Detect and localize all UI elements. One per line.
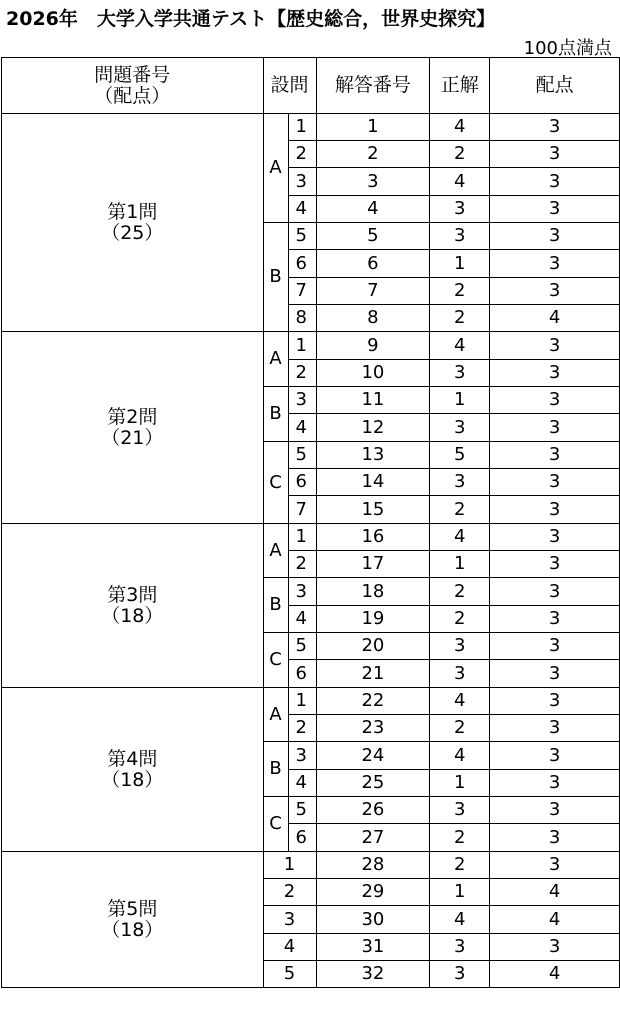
subquestion-number: 5: [288, 797, 316, 824]
subquestion-number: 2: [288, 141, 316, 168]
header-setsumon: 設問: [263, 58, 316, 114]
question-name: 第3問: [107, 583, 158, 606]
header-question: [2, 58, 264, 114]
subquestion-number: 3: [263, 906, 316, 934]
correct-answer: 4: [430, 906, 490, 934]
points-value: 3: [490, 797, 620, 824]
answer-number: 23: [316, 715, 430, 742]
group-label: B: [263, 742, 288, 797]
points-value: 3: [490, 633, 620, 660]
correct-answer: 1: [430, 387, 490, 414]
table-row: [2, 524, 620, 551]
group-label: A: [263, 114, 288, 223]
question-points: （18）: [101, 918, 164, 941]
correct-answer: 2: [430, 852, 490, 879]
points-value: 3: [490, 824, 620, 852]
correct-answer: 3: [430, 961, 490, 988]
group-label: A: [263, 688, 288, 742]
correct-answer: 2: [430, 305, 490, 332]
group-label: B: [263, 387, 288, 442]
correct-answer: 4: [430, 688, 490, 715]
correct-answer: 2: [430, 606, 490, 633]
question-points: （25）: [101, 221, 164, 244]
correct-answer: 5: [430, 442, 490, 469]
question-name: 第2問: [107, 405, 158, 428]
points-value: 3: [490, 442, 620, 469]
answer-number: 12: [316, 414, 430, 442]
header-question-label: 問題番号: [94, 63, 171, 86]
points-value: 3: [490, 387, 620, 414]
subquestion-number: 4: [288, 770, 316, 797]
question-name: 第4問: [107, 747, 158, 770]
points-value: 3: [490, 414, 620, 442]
question-points: （18）: [101, 768, 164, 791]
subquestion-number: 1: [288, 524, 316, 551]
subquestion-number: 1: [263, 852, 316, 879]
answer-number: 17: [316, 551, 430, 578]
correct-answer: 4: [430, 524, 490, 551]
points-value: 4: [490, 906, 620, 934]
points-value: 3: [490, 524, 620, 551]
question-points: （18）: [101, 604, 164, 627]
answer-number: 13: [316, 442, 430, 469]
correct-answer: 2: [430, 141, 490, 168]
points-value: 3: [490, 250, 620, 278]
answer-number: 28: [316, 852, 430, 879]
correct-answer: 3: [430, 196, 490, 223]
answer-number: 19: [316, 606, 430, 633]
header-row: [2, 58, 620, 114]
answer-number: 32: [316, 961, 430, 988]
question-points: （21）: [101, 426, 164, 449]
answer-number: 6: [316, 250, 430, 278]
correct-answer: 2: [430, 824, 490, 852]
answer-number: 25: [316, 770, 430, 797]
subquestion-number: 6: [288, 824, 316, 852]
subquestion-number: 3: [288, 168, 316, 196]
header-points: 配点: [490, 58, 620, 114]
points-value: 3: [490, 469, 620, 496]
answer-number: 9: [316, 332, 430, 360]
answer-number: 29: [316, 879, 430, 906]
group-label: C: [263, 633, 288, 688]
subquestion-number: 4: [288, 414, 316, 442]
points-value: 3: [490, 141, 620, 168]
answer-number: 10: [316, 360, 430, 387]
subquestion-number: 1: [288, 332, 316, 360]
subquestion-number: 4: [263, 934, 316, 961]
subquestion-number: 5: [263, 961, 316, 988]
question-cell: [2, 114, 264, 332]
correct-answer: 4: [430, 114, 490, 141]
group-label: C: [263, 797, 288, 852]
points-value: 3: [490, 332, 620, 360]
page-header: [0, 0, 620, 57]
answer-number: 27: [316, 824, 430, 852]
points-value: 3: [490, 852, 620, 879]
points-value: 4: [490, 879, 620, 906]
correct-answer: 4: [430, 332, 490, 360]
points-value: 3: [490, 114, 620, 141]
points-value: 4: [490, 305, 620, 332]
header-answer-number: 解答番号: [316, 58, 430, 114]
answer-number: 15: [316, 496, 430, 524]
question-name: 第5問: [107, 897, 158, 920]
subquestion-number: 7: [288, 496, 316, 524]
subquestion-number: 2: [288, 551, 316, 578]
points-value: 3: [490, 168, 620, 196]
answer-number: 30: [316, 906, 430, 934]
subquestion-number: 5: [288, 442, 316, 469]
points-value: 3: [490, 360, 620, 387]
answer-number: 14: [316, 469, 430, 496]
answer-number: 26: [316, 797, 430, 824]
subquestion-number: 1: [288, 688, 316, 715]
question-cell: [2, 688, 264, 852]
full-marks-label: 100点満点: [523, 38, 612, 59]
question-name: 第1問: [107, 200, 158, 223]
subquestion-number: 4: [288, 606, 316, 633]
correct-answer: 2: [430, 715, 490, 742]
group-label: A: [263, 524, 288, 578]
correct-answer: 3: [430, 797, 490, 824]
points-value: 4: [490, 961, 620, 988]
answer-number: 18: [316, 578, 430, 606]
points-value: 3: [490, 660, 620, 688]
table-row: [2, 114, 620, 141]
question-cell: [2, 852, 264, 988]
subquestion-number: 6: [288, 660, 316, 688]
answer-number: 20: [316, 633, 430, 660]
answer-table-body: [2, 114, 620, 988]
points-value: 3: [490, 578, 620, 606]
subquestion-number: 7: [288, 278, 316, 305]
correct-answer: 3: [430, 469, 490, 496]
answer-number: 31: [316, 934, 430, 961]
subquestion-number: 4: [288, 196, 316, 223]
answer-number: 21: [316, 660, 430, 688]
subquestion-number: 6: [288, 250, 316, 278]
subquestion-number: 5: [288, 223, 316, 250]
points-value: 3: [490, 496, 620, 524]
question-cell: [2, 524, 264, 688]
correct-answer: 1: [430, 551, 490, 578]
table-row: [2, 332, 620, 360]
question-cell: [2, 332, 264, 524]
answer-number: 8: [316, 305, 430, 332]
correct-answer: 1: [430, 879, 490, 906]
points-value: 3: [490, 715, 620, 742]
answer-table: [1, 57, 620, 988]
subquestion-number: 2: [288, 360, 316, 387]
subquestion-number: 1: [288, 114, 316, 141]
correct-answer: 4: [430, 742, 490, 770]
correct-answer: 2: [430, 578, 490, 606]
subquestion-number: 2: [288, 715, 316, 742]
subquestion-number: 3: [288, 742, 316, 770]
answer-number: 3: [316, 168, 430, 196]
answer-number: 4: [316, 196, 430, 223]
subquestion-number: 3: [288, 578, 316, 606]
correct-answer: 2: [430, 496, 490, 524]
points-value: 3: [490, 770, 620, 797]
answer-number: 24: [316, 742, 430, 770]
points-value: 3: [490, 742, 620, 770]
correct-answer: 2: [430, 278, 490, 305]
answer-number: 16: [316, 524, 430, 551]
header-question-points: （配点）: [94, 84, 171, 107]
correct-answer: 3: [430, 934, 490, 961]
answer-number: 11: [316, 387, 430, 414]
subquestion-number: 8: [288, 305, 316, 332]
subquestion-number: 3: [288, 387, 316, 414]
answer-number: 22: [316, 688, 430, 715]
correct-answer: 1: [430, 770, 490, 797]
subquestion-number: 2: [263, 879, 316, 906]
answer-number: 7: [316, 278, 430, 305]
correct-answer: 3: [430, 633, 490, 660]
table-row: [2, 852, 620, 879]
subquestion-number: 5: [288, 633, 316, 660]
correct-answer: 3: [430, 660, 490, 688]
group-label: A: [263, 332, 288, 387]
group-label: B: [263, 578, 288, 633]
answer-number: 5: [316, 223, 430, 250]
points-value: 3: [490, 278, 620, 305]
points-value: 3: [490, 606, 620, 633]
points-value: 3: [490, 223, 620, 250]
correct-answer: 1: [430, 250, 490, 278]
correct-answer: 3: [430, 223, 490, 250]
subquestion-number: 6: [288, 469, 316, 496]
points-value: 3: [490, 934, 620, 961]
correct-answer: 3: [430, 414, 490, 442]
answer-number: 1: [316, 114, 430, 141]
correct-answer: 3: [430, 360, 490, 387]
group-label: B: [263, 223, 288, 332]
points-value: 3: [490, 688, 620, 715]
header-correct: 正解: [430, 58, 490, 114]
table-row: [2, 688, 620, 715]
points-value: 3: [490, 196, 620, 223]
points-value: 3: [490, 551, 620, 578]
group-label: C: [263, 442, 288, 524]
page-title: 2026年 大学入学共通テスト【歴史総合，世界史探究】: [6, 8, 496, 30]
answer-number: 2: [316, 141, 430, 168]
correct-answer: 4: [430, 168, 490, 196]
